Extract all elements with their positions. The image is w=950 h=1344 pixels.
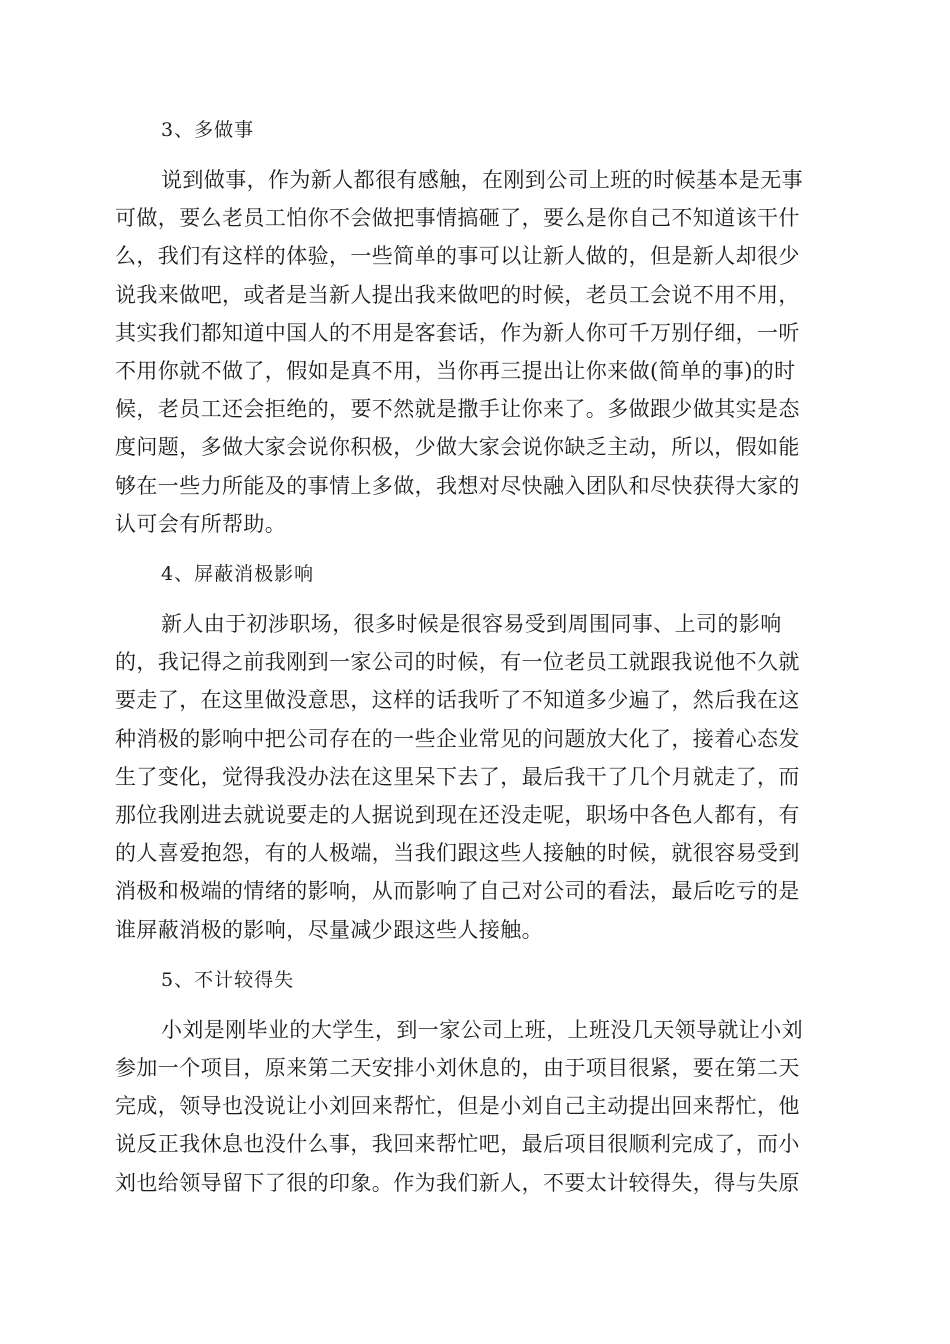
text-line: 其实我们都知道中国人的不用是客套话，作为新人你可千万别仔细，一听 bbox=[115, 320, 800, 345]
text-line: 不用你就不做了，假如是真不用，当你再三提出让你来做(简单的事)的时 bbox=[115, 359, 796, 384]
text-line: 候，老员工还会拒绝的，要不然就是撒手让你来了。多做跟少做其实是态 bbox=[115, 397, 800, 422]
document-body bbox=[115, 111, 837, 1214]
text-line: 的人喜爱抱怨，有的人极端，当我们跟这些人接触的时候，就很容易受到 bbox=[115, 841, 800, 866]
text-line: 那位我刚进去就说要走的人据说到现在还没走呢，职场中各色人都有，有 bbox=[115, 803, 800, 828]
text-line: 的，我记得之前我刚到一家公司的时候，有一位老员工就跟我说他不久就 bbox=[115, 650, 800, 675]
text-line: 消极和极端的情绪的影响，从而影响了自己对公司的看法，最后吃亏的是 bbox=[115, 879, 800, 904]
text-line: 参加一个项目，原来第二天安排小刘休息的，由于项目很紧，要在第二天 bbox=[115, 1056, 800, 1081]
text-line: 够在一些力所能及的事情上多做，我想对尽快融入团队和尽快获得大家的 bbox=[115, 473, 800, 498]
section-paragraph-4 bbox=[115, 605, 837, 949]
text-line: 完成，领导也没说让小刘回来帮忙，但是小刘自己主动提出回来帮忙，他 bbox=[115, 1094, 800, 1119]
text-line: 谁屏蔽消极的影响，尽量减少跟这些人接触。 bbox=[115, 917, 543, 942]
text-line: 说到做事，作为新人都很有感触，在刚到公司上班的时候基本是无事 bbox=[161, 168, 803, 192]
text-line: 刘也给领导留下了很的印象。作为我们新人，不要太计较得失，得与失原 bbox=[115, 1170, 800, 1195]
section-heading-3: 3、多做事 bbox=[161, 119, 255, 141]
text-line: 可做，要么老员工怕你不会做把事情搞砸了，要么是你自己不知道该干什 bbox=[115, 206, 800, 231]
text-line: 要走了，在这里做没意思，这样的话我听了不知道多少遍了，然后我在这 bbox=[115, 688, 800, 713]
text-line: 说反正我休息也没什么事，我回来帮忙吧，最后项目很顺利完成了，而小 bbox=[115, 1132, 800, 1157]
text-line: 生了变化，觉得我没办法在这里呆下去了，最后我干了几个月就走了，而 bbox=[115, 764, 800, 789]
text-line: 认可会有所帮助。 bbox=[115, 511, 287, 536]
section-heading-5: 5、不计较得失 bbox=[161, 968, 295, 991]
text-line: 么，我们有这样的体验，一些简单的事可以让新人做的，但是新人却很少 bbox=[115, 244, 800, 269]
section-heading-4: 4、屏蔽消极影响 bbox=[161, 563, 315, 586]
text-line: 度问题，多做大家会说你积极，少做大家会说你缺乏主动，所以，假如能 bbox=[115, 435, 800, 460]
text-line: 小刘是刚毕业的大学生，到一家公司上班，上班没几天领导就让小刘 bbox=[161, 1017, 803, 1042]
text-line: 说我来做吧，或者是当新人提出我来做吧的时候，老员工会说不用不用， bbox=[115, 282, 800, 307]
section-paragraph-5 bbox=[115, 1011, 837, 1202]
text-line: 种消极的影响中把公司存在的一些企业常见的问题放大化了，接着心态发 bbox=[115, 726, 800, 751]
section-paragraph-3 bbox=[115, 161, 837, 543]
text-line: 新人由于初涉职场，很多时候是很容易受到周围同事、上司的影响 bbox=[161, 612, 782, 637]
